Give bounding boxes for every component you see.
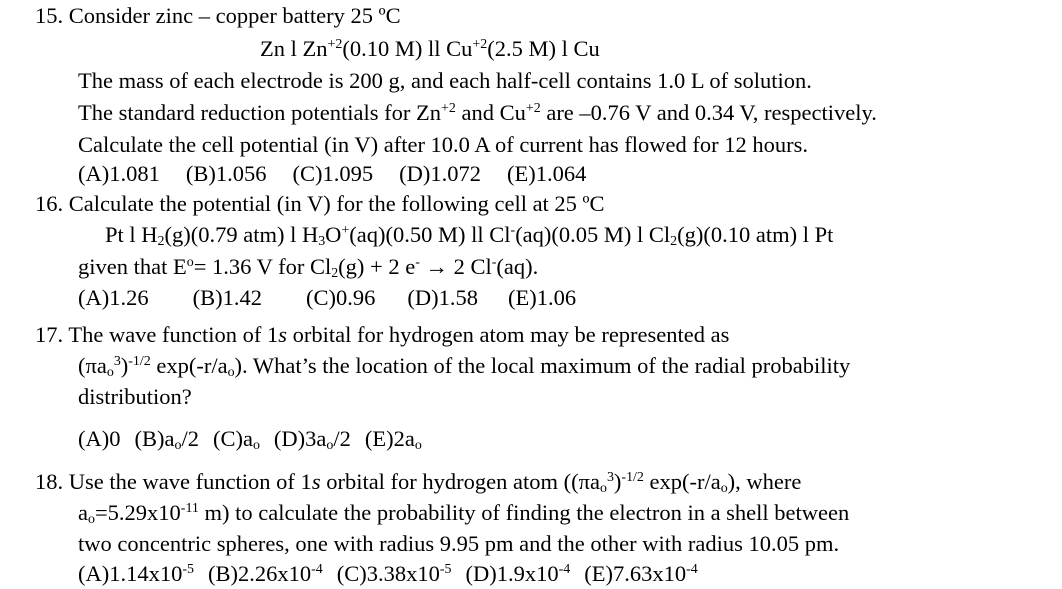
question-18-line: $a_o=5.29x10^{-11}$ m) to calculate the probability of finding the electron in a shell between	[78, 500, 850, 528]
question-18-line: two concentric spheres, one with radius 9.95 pm and the other with radius 10.05 pm.	[78, 531, 840, 556]
question-16-stem: Calculate the potential (in V) for the following cell at 25 ºC	[68, 191, 605, 216]
option-a: $(A)1.14x10^{-5}$	[78, 561, 194, 586]
option-a: (A)0	[78, 426, 121, 451]
option-d: $(D)1.9x10^{-4}$	[465, 561, 571, 586]
option-e: (E)1.064	[506, 161, 587, 186]
question-15-line: Calculate the cell potential (in V) after 10.0 A of current has flowed for 12 hours.	[78, 132, 808, 157]
question-15-stem: Consider zinc – copper battery 25 ºC	[68, 3, 401, 28]
question-15-line: The standard reduction potentials for $Zn^{+2}$ and $Cu^{+2}$ are –0.76 V and 0.34 V, respectively.	[78, 100, 877, 125]
question-15-number: 15. Consider zinc – copper battery 25 ºC	[35, 3, 401, 28]
option-b: (B)1.056	[185, 161, 267, 186]
answer-options	[78, 426, 422, 454]
question-17-number: 17. The wave function of 1s orbital for hydrogen atom may be represented as	[35, 322, 730, 347]
option-e: $(E)7.63x10^{-4}$	[584, 561, 698, 586]
option-e: $(E)2a_o$	[364, 426, 422, 454]
answer-options	[78, 563, 698, 586]
option-d: (D)1.072	[399, 161, 481, 186]
option-d: $(D)3a_o/2$	[273, 426, 351, 454]
cell-notation: Pt l $H_2(g)(0.79$ atm) l $H_3O^+(aq)(0.50$ M) ll Cl-(aq)(0.05 M) l $Cl_2(g)(0.10$ atm) l Pt	[105, 222, 834, 250]
option-c: $(C)a_o$	[212, 426, 260, 454]
option-c: $(C)3.38x10^{-5}$	[336, 561, 452, 586]
cell-notation: Zn l $Zn^{+2}(0.10$ M) ll $Cu^{+2}(2.5$ M) l Cu	[260, 36, 600, 61]
question-15-line: The mass of each electrode is 200 g, and each half-cell contains 1.0 L of solution.	[78, 68, 812, 93]
answer-options	[78, 287, 576, 310]
question-16-line: given that $E^o= 1.36$ V for $Cl_2(g) + 2$ e- → 2 Cl-(aq).	[78, 254, 539, 282]
option-b: (B)1.42	[192, 285, 262, 310]
question-18-number: 18. Use the wave function of 1s orbital for hydrogen atom ($(\pi a_o^3)^{-1/2}$ $\exp(-r/a_o)$, where	[35, 469, 802, 497]
option-a: (A)1.081	[78, 161, 160, 186]
option-e: (E)1.06	[507, 285, 577, 310]
option-b: $(B)a_o/2$	[134, 426, 199, 454]
answer-options	[78, 163, 586, 186]
option-b: $(B)2.26x10^{-4}$	[207, 561, 323, 586]
option-d: (D)1.58	[407, 285, 478, 310]
question-16-number: 16. Calculate the potential (in V) for the following cell at 25 ºC	[35, 191, 605, 216]
option-c: (C)0.96	[305, 285, 376, 310]
option-a: (A)1.26	[78, 285, 149, 310]
question-17-line: $(\pi a_o^3)^{-1/2}$ $\exp(-r/a_o)$. What’s the location of the local maximum of the radial probability	[78, 353, 851, 381]
option-c: (C)1.095	[292, 161, 374, 186]
question-17-line: distribution?	[78, 384, 192, 409]
